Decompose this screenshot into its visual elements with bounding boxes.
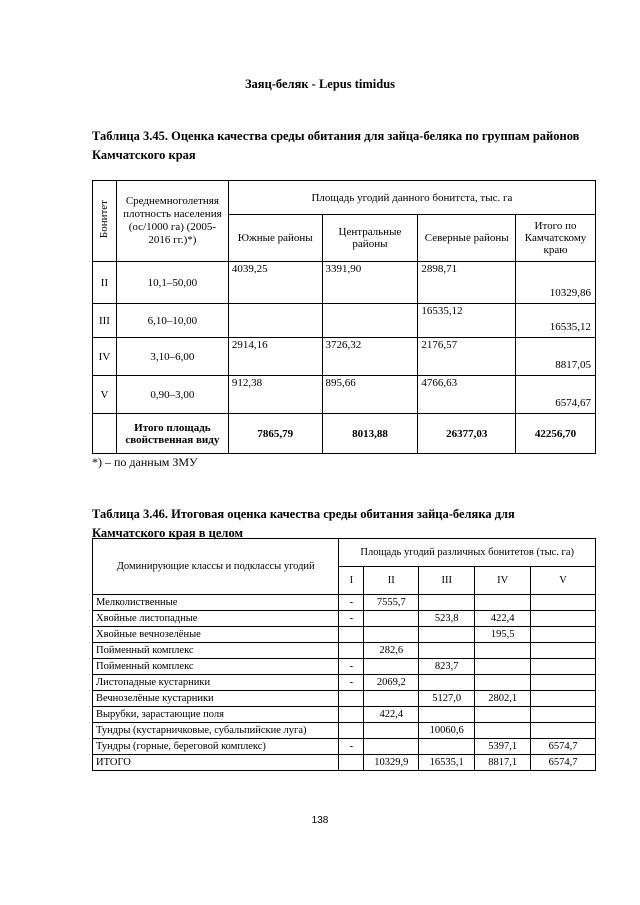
table-row: Мелколиственные - 7555,7 [93, 595, 596, 611]
page-title: Заяц-беляк - Lepus timidus [244, 77, 396, 91]
area-header: Площадь угодий различных бонитетов (тыс. га) [339, 539, 596, 567]
bonitet-col-header: V [531, 567, 596, 595]
table1-caption-line1: Таблица 3.45. Оценка качества среды обитания для зайца-беляка по группам районов [92, 129, 580, 143]
table2-caption-line2: Камчатского края в целом [92, 526, 243, 540]
bonitet-col-header: II [364, 567, 419, 595]
table-row: III 6,10–10,00 16535,12 16535,12 [93, 304, 596, 338]
table-row: Вырубки, зарастающие поля 422,4 [93, 707, 596, 723]
table1-footnote: *) – по данным ЗМУ [92, 455, 198, 469]
table-row: Тундры (горные, береговой комплекс) - 5397,1 6574,7 [93, 739, 596, 755]
table-row: II 10,1–50,00 4039,25 3391,90 2898,71 10329,86 [93, 262, 596, 304]
land-class-name: Мелколиственные [93, 595, 339, 611]
table-row: Пойменный комплекс - 823,7 [93, 659, 596, 675]
land-class-name: Тундры (горные, береговой комплекс) [93, 739, 339, 755]
table-total-row: Итого площадь свойственная виду 7865,79 8013,88 26377,03 42256,70 [93, 414, 596, 454]
table-total-row: ИТОГО 10329,9 16535,1 8817,1 6574,7 [93, 755, 596, 771]
table1-caption-line2: Камчатского края [92, 148, 196, 162]
land-class-name: Хвойные вечнозелёные [93, 627, 339, 643]
habitat-quality-table [92, 180, 596, 454]
total-header: Итого по Камчатскому краю [516, 215, 596, 262]
table-row: Пойменный комплекс 282,6 [93, 643, 596, 659]
bonitet-col-header: I [339, 567, 364, 595]
table-row: Листопадные кустарники - 2069,2 [93, 675, 596, 691]
table-row: Хвойные листопадные - 523,8 422,4 [93, 611, 596, 627]
bonitet-col-header: III [419, 567, 475, 595]
land-class-name: Пойменный комплекс [93, 643, 339, 659]
table1-caption [92, 127, 612, 165]
table-row: IV 3,10–6,00 2914,16 3726,32 2176,57 8817,05 [93, 338, 596, 376]
table-row: Хвойные вечнозелёные 195,5 [93, 627, 596, 643]
bonitet-col-header: IV [475, 567, 531, 595]
land-class-name: ИТОГО [93, 755, 339, 771]
table2-caption-line1: Таблица 3.46. Итоговая оценка качества среды обитания зайца-беляка для [92, 507, 515, 521]
table-row: V 0,90–3,00 912,38 895,66 4766,63 6574,67 [93, 376, 596, 414]
page-number: 138 [311, 815, 329, 826]
central-header: Центральные районы [322, 215, 418, 262]
land-class-name: Тундры (кустарничковые, субальпийские луга) [93, 723, 339, 739]
density-header: Среднемноголетняя плотность населения (ос/1000 га) (2005-2016 гг.)*) [116, 181, 228, 262]
table-row: Вечнозелёные кустарники 5127,0 2802,1 [93, 691, 596, 707]
land-class-name: Пойменный комплекс [93, 659, 339, 675]
north-header: Северные районы [418, 215, 516, 262]
area-header: Площадь угодий данного бонитста, тыс. га [228, 181, 595, 215]
summary-habitat-table [92, 538, 596, 771]
bonitet-header: Бонитет [93, 181, 117, 262]
land-class-name: Листопадные кустарники [93, 675, 339, 691]
total-label: Итого площадь свойственная виду [116, 414, 228, 454]
land-class-name: Вечнозелёные кустарники [93, 691, 339, 707]
table-row: Тундры (кустарничковые, субальпийские луга) 10060,6 [93, 723, 596, 739]
land-class-name: Вырубки, зарастающие поля [93, 707, 339, 723]
classes-header: Доминирующие классы и подклассы угодий [93, 539, 339, 595]
land-class-name: Хвойные листопадные [93, 611, 339, 627]
south-header: Южные районы [228, 215, 322, 262]
